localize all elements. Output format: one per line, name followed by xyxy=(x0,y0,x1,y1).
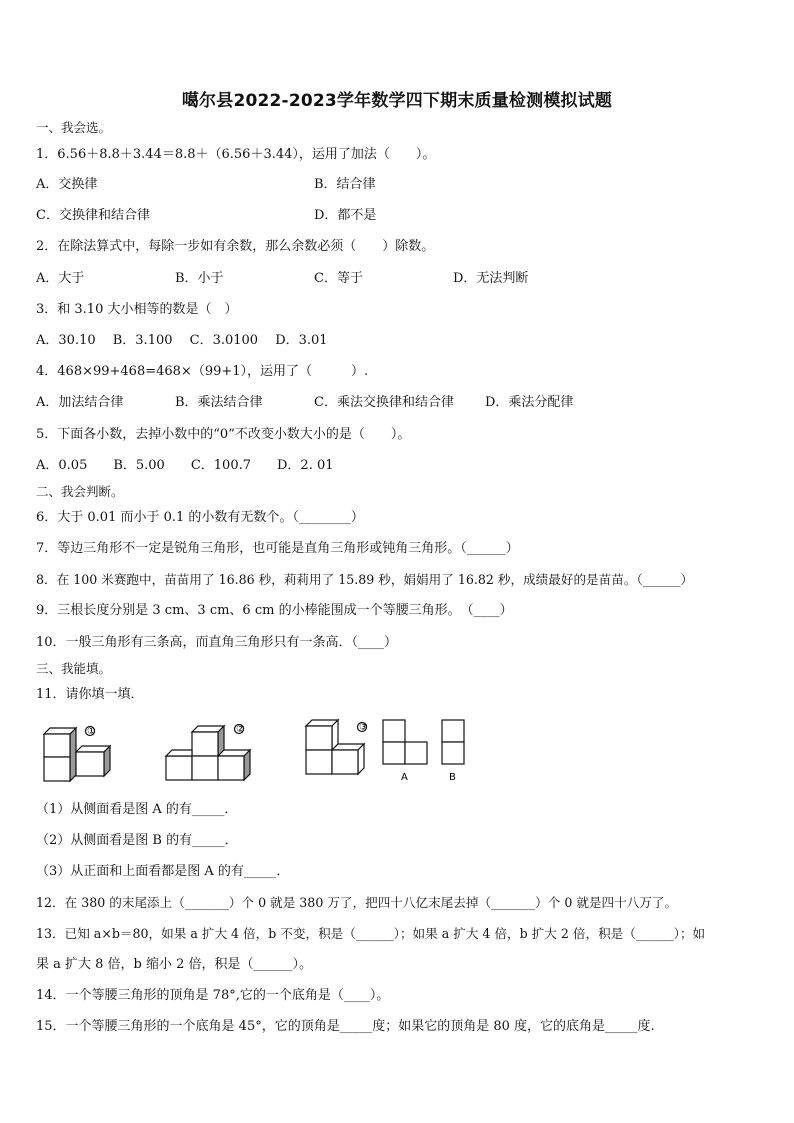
question-2-stem: 2．在除法算式中，每除一步如有余数，那么余数必须（ ）除数。 xyxy=(36,239,435,254)
section-heading-3: 三、我能填。 xyxy=(36,661,112,676)
question-4-option-d[interactable]: D．乘法分配律 xyxy=(485,395,574,410)
question-14: 14．一个等腰三角形的顶角是 78°,它的一个底角是（____）。 xyxy=(36,988,390,1003)
question-1-option-b[interactable]: B．结合律 xyxy=(314,177,376,192)
figure-1-label: ① xyxy=(87,726,96,737)
question-1-option-d[interactable]: D．都不是 xyxy=(314,208,377,223)
question-9: 9．三根长度分别是 3 cm、3 cm、6 cm 的小棒能围成一个等腰三角形。 （____） xyxy=(36,603,513,618)
view-a-label: A xyxy=(401,772,408,783)
question-2-option-d[interactable]: D．无法判断 xyxy=(453,271,529,286)
figure-3-cubes xyxy=(306,720,367,774)
question-11-part-1: （1）从侧面看是图 A 的有_____． xyxy=(36,802,238,817)
figure-1-cubes xyxy=(44,727,110,782)
question-3-options[interactable]: A．30.10 B．3.100 C．3.0100 D．3.01 xyxy=(36,333,328,348)
view-b-label: B xyxy=(449,772,456,783)
question-3-stem: 3．和 3.10 大小相等的数是（ ） xyxy=(36,302,238,317)
question-11-stem: 11．请你填一填． xyxy=(36,687,144,702)
question-5-stem: 5．下面各小数，去掉小数中的“0”不改变小数大小的是（ ）。 xyxy=(36,427,411,442)
question-4-option-b[interactable]: B．乘法结合律 xyxy=(175,395,263,410)
question-4-option-c[interactable]: C．乘法交换律和结合律 xyxy=(314,395,454,410)
question-11-part-3: （3）从正面和上面看都是图 A 的有_____． xyxy=(36,864,290,879)
question-13-line-1: 13．已知 a×b＝80，如果 a 扩大 4 倍，b 不变，积是（______）；如果 a 扩大 4 倍，b 扩大 2 倍，积是（______）；如 xyxy=(36,926,706,941)
section-heading-2: 二、我会判断。 xyxy=(36,484,124,499)
cube-figures xyxy=(36,712,476,787)
question-2-option-b[interactable]: B．小于 xyxy=(175,271,224,286)
question-7: 7．等边三角形不一定是锐角三角形，也可能是直角三角形或钝角三角形。（______） xyxy=(36,541,519,556)
view-a-squares xyxy=(383,720,427,764)
question-1-stem: 1．6.56＋8.8＋3.44＝8.8＋（6.56＋3.44），运用了加法（ ）。 xyxy=(36,147,436,162)
question-6: 6．大于 0.01 而小于 0.1 的小数有无数个。（________） xyxy=(36,510,364,525)
section-heading-1: 一、我会选。 xyxy=(36,120,112,135)
question-2-option-c[interactable]: C．等于 xyxy=(314,271,363,286)
question-8: 8．在 100 米赛跑中，苗苗用了 16.86 秒，莉莉用了 15.89 秒，娟娟用了 16.82 秒，成绩最好的是苗苗。（______） xyxy=(36,572,694,587)
figure-3-label: ③ xyxy=(359,722,368,733)
view-b-squares xyxy=(442,720,464,764)
question-4-option-a[interactable]: A．加法结合律 xyxy=(36,395,124,410)
question-13-line-2: 果 a 扩大 8 倍，b 缩小 2 倍，积是（______）。 xyxy=(36,957,313,972)
figure-2-label: ② xyxy=(236,724,245,735)
question-15: 15．一个等腰三角形的一个底角是 45°，它的顶角是_____度；如果它的顶角是 80 度，它的底角是_____度. xyxy=(36,1019,655,1034)
question-5-options[interactable]: A．0.05 B．5.00 C．100.7 D．2. 01 xyxy=(36,458,334,473)
question-2-option-a[interactable]: A．大于 xyxy=(36,271,85,286)
question-12: 12．在 380 的末尾添上（_______）个 0 就是 380 万了，把四十八亿末尾去掉（_______）个 0 就是四十八万了。 xyxy=(36,895,678,910)
question-10: 10．一般三角形有三条高，而直角三角形只有一条高．（____） xyxy=(36,635,398,650)
question-11-part-2: （2）从侧面看是图 B 的有_____． xyxy=(36,833,238,848)
question-1-option-c[interactable]: C．交换律和结合律 xyxy=(36,208,150,223)
question-1-option-a[interactable]: A．交换律 xyxy=(36,177,98,192)
page-title: 噶尔县2022-2023学年数学四下期末质量检测模拟试题 xyxy=(181,91,613,111)
question-4-stem: 4．468×99+468=468×（99+1），运用了（ ）. xyxy=(36,364,369,379)
